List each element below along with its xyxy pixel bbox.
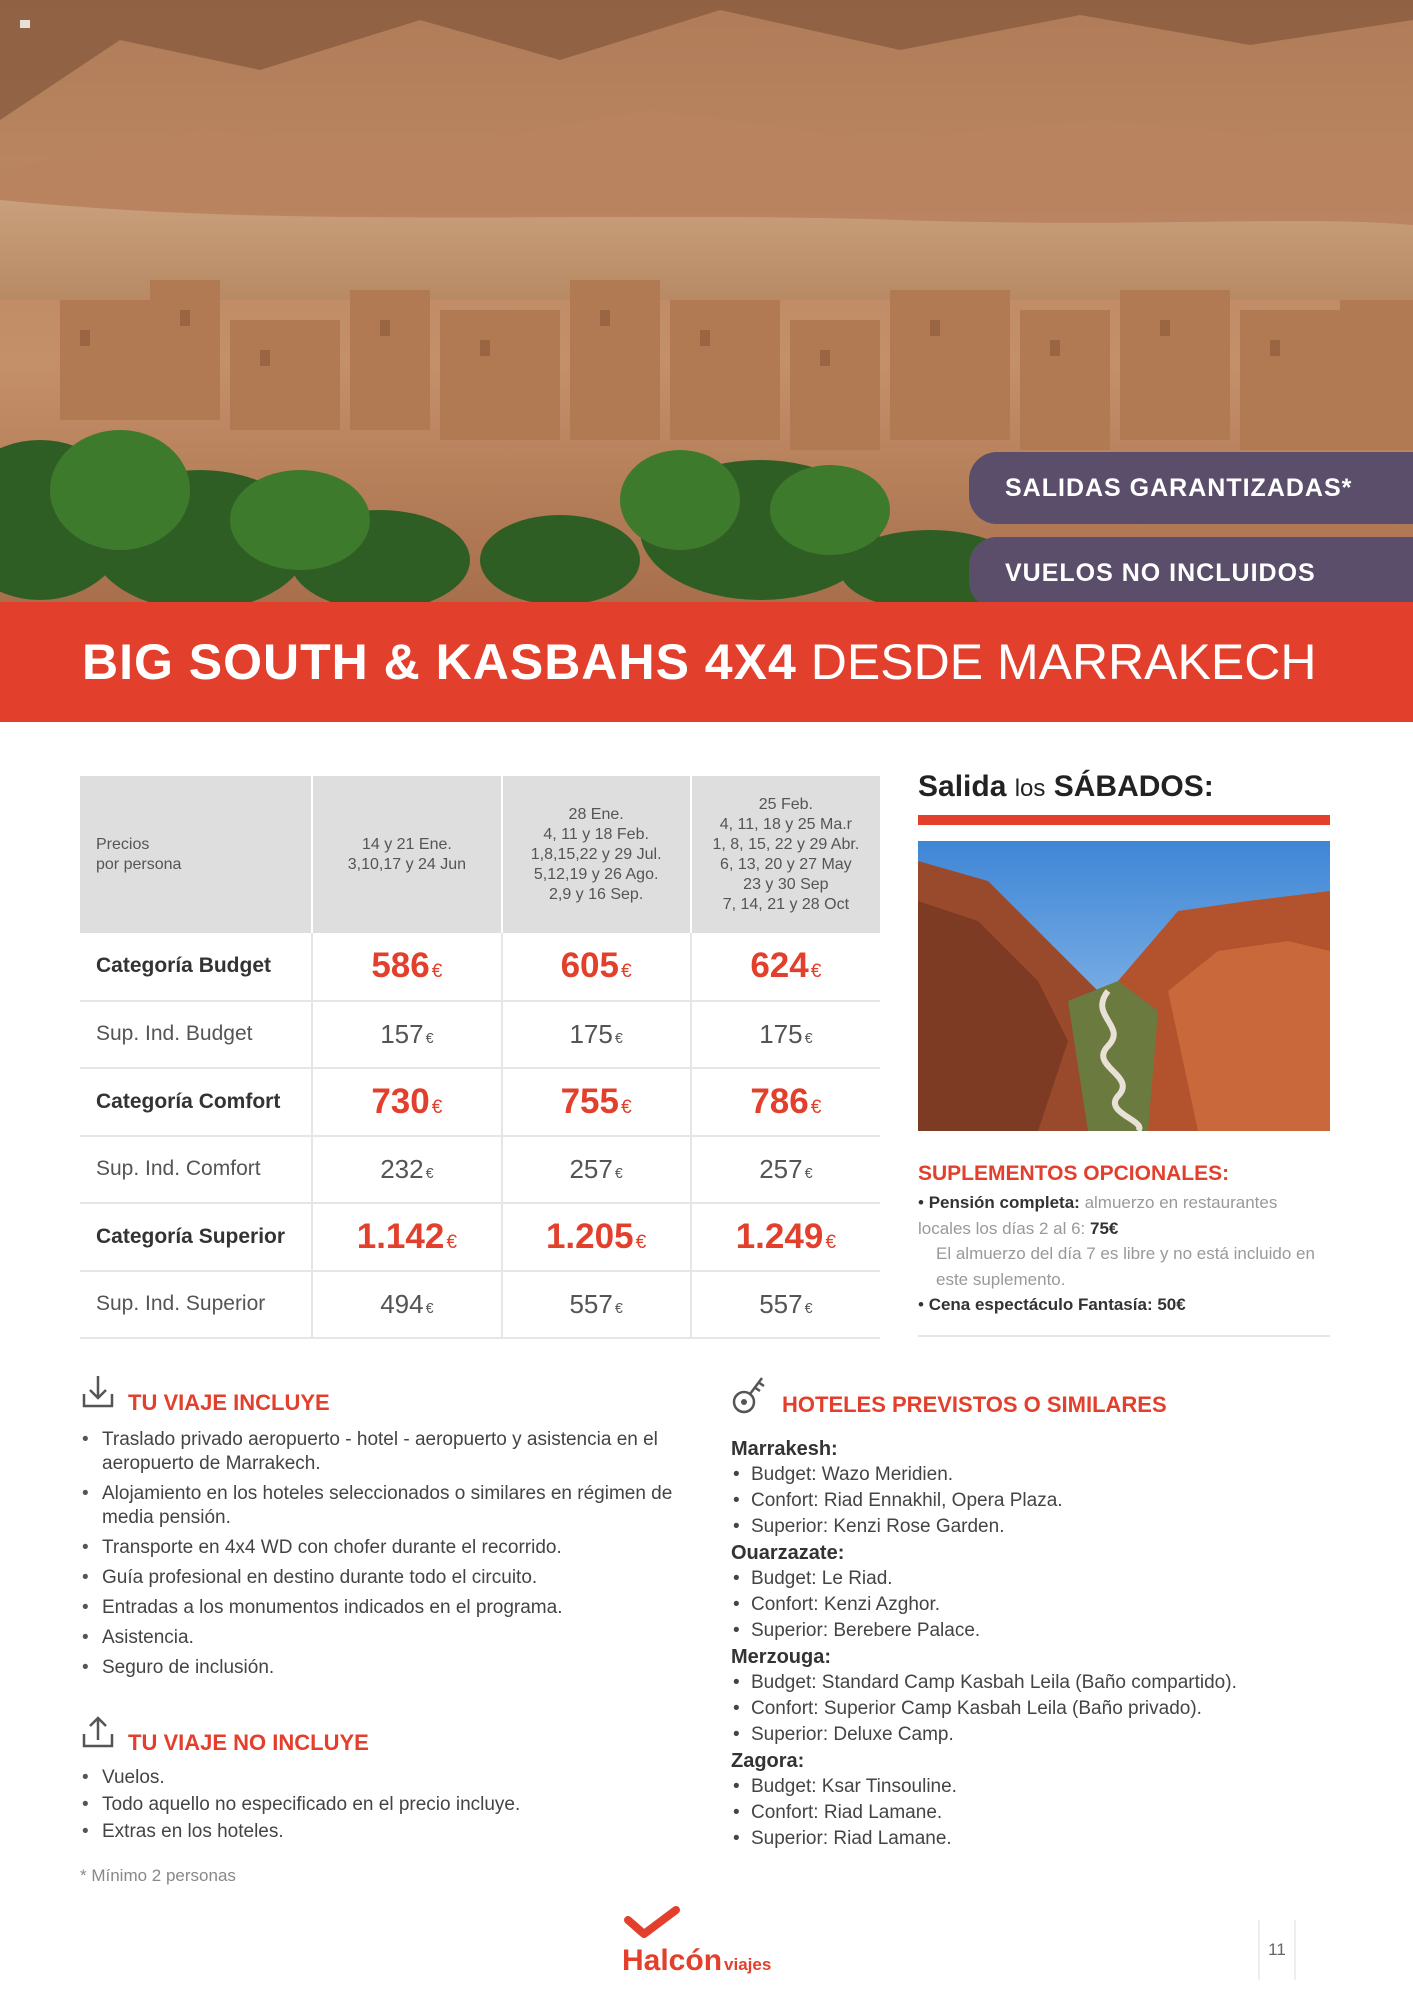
price-cell: [502, 933, 691, 1001]
salida-heading: [918, 770, 1214, 804]
header-dates-1: [312, 776, 501, 933]
price-row: [80, 1203, 880, 1271]
page-number: 11: [1258, 1920, 1296, 1980]
price-row-label: Categoría Budget: [80, 933, 312, 1001]
price-value: 232: [380, 1153, 424, 1184]
hotel-item: • Superior: Deluxe Camp.: [731, 1722, 1331, 1748]
currency-symbol: €: [635, 1231, 647, 1253]
hotel-item: • Confort: Riad Lamane.: [731, 1800, 1331, 1826]
price-cell: [312, 933, 501, 1001]
bullet: •: [918, 1193, 924, 1212]
suplemento-fantasia: [918, 1292, 1330, 1318]
suplementos-divider: [918, 1335, 1330, 1337]
incluye-list: [80, 1428, 680, 1686]
price-value: 494: [380, 1288, 424, 1319]
supplement-cell: [312, 1001, 501, 1069]
canyon-road-illustration: [918, 841, 1330, 1131]
salida-los: los: [1014, 775, 1046, 802]
supplement-cell: [691, 1271, 880, 1339]
price-row-label: Sup. Ind. Comfort: [80, 1136, 312, 1204]
suplemento-fantasia-key: Cena espectáculo Fantasía:: [928, 1295, 1153, 1314]
price-value: 586: [371, 946, 430, 986]
hotel-item: • Budget: Le Riad.: [731, 1566, 1331, 1592]
suplemento-fantasia-price: 50€: [1157, 1295, 1186, 1314]
incluye-item: • Asistencia.: [80, 1626, 680, 1650]
hotel-item: • Confort: Kenzi Azghor.: [731, 1592, 1331, 1618]
suplemento-pension-key: Pensión completa:: [928, 1193, 1080, 1212]
currency-symbol: €: [804, 1165, 813, 1182]
incluye-item: • Traslado privado aeropuerto - hotel - aeropuerto y asistencia en el aeropuerto de Marrakech.: [80, 1428, 680, 1476]
suplemento-pension-note: El almuerzo del día 7 es libre y no está incluido en este suplemento.: [936, 1244, 1315, 1289]
hotel-item: • Superior: Berebere Palace.: [731, 1618, 1331, 1644]
canyon-photo: [918, 841, 1330, 1131]
currency-symbol: €: [431, 1096, 443, 1118]
hotel-city-list: [731, 1566, 1331, 1644]
currency-symbol: €: [804, 1030, 813, 1047]
page-subtitle: DESDE MARRAKECH: [810, 634, 1317, 690]
salida-word: Salida: [918, 770, 1007, 803]
price-cell: [312, 1068, 501, 1136]
hotel-key-icon: [730, 1370, 770, 1416]
header-precios-text: Precios por persona: [96, 835, 182, 873]
hotel-item: • Superior: Kenzi Rose Garden.: [731, 1514, 1331, 1540]
no-incluye-title: TU VIAJE NO INCLUYE: [128, 1730, 369, 1755]
hotel-item: • Budget: Standard Camp Kasbah Leila (Baño compartido).: [731, 1670, 1331, 1696]
dates-1-text: 14 y 21 Ene. 3,10,17 y 24 Jun: [347, 835, 467, 873]
price-value: 557: [759, 1288, 803, 1319]
hoteles-title: HOTELES PREVISTOS O SIMILARES: [782, 1392, 1167, 1417]
header-precios: [80, 776, 312, 933]
currency-symbol: €: [810, 1096, 822, 1118]
halcon-viajes-logo: [622, 1906, 792, 1986]
suplemento-pension-price: 75€: [1090, 1218, 1119, 1238]
bullet: •: [918, 1295, 924, 1314]
price-value: 1.205: [545, 1216, 634, 1256]
currency-symbol: €: [431, 961, 443, 983]
incluye-title: TU VIAJE INCLUYE: [128, 1390, 330, 1415]
price-value: 175: [759, 1018, 803, 1049]
price-value: 755: [560, 1081, 619, 1121]
halcon-check-icon: [622, 1906, 682, 1942]
upload-tray-icon: [80, 1712, 116, 1752]
price-row: [80, 1271, 880, 1339]
no-incluye-list: [80, 1766, 680, 1847]
hotel-item: • Confort: Riad Ennakhil, Opera Plaza.: [731, 1488, 1331, 1514]
price-row-label: Sup. Ind. Budget: [80, 1001, 312, 1069]
dates-3-text: 25 Feb. 4, 11, 18 y 25 Ma.r 1, 8, 15, 22 y 29 Abr. 6, 13, 20 y 27 May 23 y 30 Sep 7, 14, 21 y 28 Oct: [712, 795, 860, 913]
price-value: 157: [380, 1018, 424, 1049]
hotel-item: • Confort: Superior Camp Kasbah Leila (Baño privado).: [731, 1696, 1331, 1722]
hero-photo-kasbah: [0, 0, 1413, 602]
logo-sub: viajes: [724, 1955, 772, 1974]
price-value: 257: [569, 1153, 613, 1184]
incluye-item: • Entradas a los monumentos indicados en el programa.: [80, 1596, 680, 1620]
currency-symbol: €: [425, 1300, 434, 1317]
incluye-item: • Transporte en 4x4 WD con chofer durante el recorrido.: [80, 1536, 680, 1560]
currency-symbol: €: [614, 1165, 623, 1182]
supplement-cell: [312, 1271, 501, 1339]
hotel-city: Marrakesh:: [731, 1438, 838, 1460]
price-value: 257: [759, 1153, 803, 1184]
no-incluye-item: • Vuelos.: [80, 1766, 680, 1790]
price-row: [80, 1136, 880, 1204]
price-value: 605: [560, 946, 619, 986]
supplement-cell: [502, 1271, 691, 1339]
currency-symbol: €: [425, 1030, 434, 1047]
price-value: 786: [750, 1081, 809, 1121]
supplement-cell: [502, 1136, 691, 1204]
hotel-city: Merzouga:: [731, 1646, 831, 1668]
price-value: 1.142: [356, 1216, 445, 1256]
footnote: * Mínimo 2 personas: [80, 1866, 236, 1885]
supplement-cell: [691, 1136, 880, 1204]
price-value: 557: [569, 1288, 613, 1319]
hotel-item: • Budget: Ksar Tinsouline.: [731, 1774, 1331, 1800]
price-value: 624: [750, 946, 809, 986]
price-cell: [312, 1203, 501, 1271]
supplement-cell: [691, 1001, 880, 1069]
currency-symbol: €: [804, 1300, 813, 1317]
currency-symbol: €: [614, 1300, 623, 1317]
price-row: [80, 933, 880, 1001]
header-dates-2: [502, 776, 691, 933]
price-value: 730: [371, 1081, 430, 1121]
price-table-header: [80, 776, 880, 933]
no-incluye-item: • Todo aquello no especificado en el precio incluye.: [80, 1793, 680, 1817]
download-tray-icon: [80, 1372, 116, 1412]
price-row-label: Sup. Ind. Superior: [80, 1271, 312, 1339]
hotel-item: • Budget: Wazo Meridien.: [731, 1462, 1331, 1488]
hotel-item: • Superior: Riad Lamane.: [731, 1826, 1331, 1852]
logo-main: Halcón: [622, 1944, 723, 1977]
currency-symbol: €: [614, 1030, 623, 1047]
currency-symbol: €: [425, 1165, 434, 1182]
price-cell: [691, 1203, 880, 1271]
divider-red: [918, 815, 1330, 825]
header-dates-3: [691, 776, 880, 933]
suplemento-pension-text: almuerzo en restaurantes locales los días 2 al 6:: [918, 1193, 1278, 1238]
price-value: 175: [569, 1018, 613, 1049]
currency-symbol: €: [446, 1231, 458, 1253]
currency-symbol: €: [620, 961, 632, 983]
supplement-cell: [502, 1001, 691, 1069]
price-cell: [502, 1068, 691, 1136]
price-row-label: Categoría Superior: [80, 1203, 312, 1271]
suplementos-title: SUPLEMENTOS OPCIONALES:: [918, 1162, 1230, 1185]
salida-day: SÁBADOS:: [1053, 770, 1214, 803]
currency-symbol: €: [825, 1231, 837, 1253]
price-cell: [691, 1068, 880, 1136]
suplemento-pension: [918, 1190, 1330, 1241]
price-table: [80, 776, 880, 1339]
corner-mark: [20, 20, 30, 28]
hotel-city-list: [731, 1774, 1331, 1852]
badge-salidas-garantizadas: SALIDAS GARANTIZADAS*: [969, 452, 1413, 524]
price-row: [80, 1068, 880, 1136]
hotel-city-list: [731, 1462, 1331, 1540]
price-row: [80, 1001, 880, 1069]
hoteles-list: [731, 1436, 1331, 1852]
hotel-city-list: [731, 1670, 1331, 1748]
currency-symbol: €: [810, 961, 822, 983]
incluye-item: • Seguro de inclusión.: [80, 1656, 680, 1680]
price-row-label: Categoría Comfort: [80, 1068, 312, 1136]
supplement-cell: [312, 1136, 501, 1204]
price-value: 1.249: [735, 1216, 824, 1256]
title-band: [0, 602, 1413, 722]
price-cell: [691, 933, 880, 1001]
price-cell: [502, 1203, 691, 1271]
page-title: BIG SOUTH & KASBAHS 4X4: [82, 634, 797, 690]
badge-vuelos-no-incluidos: VUELOS NO INCLUIDOS: [969, 537, 1413, 602]
currency-symbol: €: [620, 1096, 632, 1118]
suplementos-list: [918, 1190, 1330, 1318]
hotel-city: Ouarzazate:: [731, 1542, 845, 1564]
hotel-city: Zagora:: [731, 1750, 805, 1772]
incluye-item: • Alojamiento en los hoteles seleccionados o similares en régimen de media pensión.: [80, 1482, 680, 1530]
incluye-item: • Guía profesional en destino durante todo el circuito.: [80, 1566, 680, 1590]
no-incluye-item: • Extras en los hoteles.: [80, 1820, 680, 1844]
logo-text: [622, 1944, 771, 1978]
dates-2-text: 28 Ene. 4, 11 y 18 Feb. 1,8,15,22 y 29 Jul. 5,12,19 y 26 Ago. 2,9 y 16 Sep.: [530, 805, 662, 903]
